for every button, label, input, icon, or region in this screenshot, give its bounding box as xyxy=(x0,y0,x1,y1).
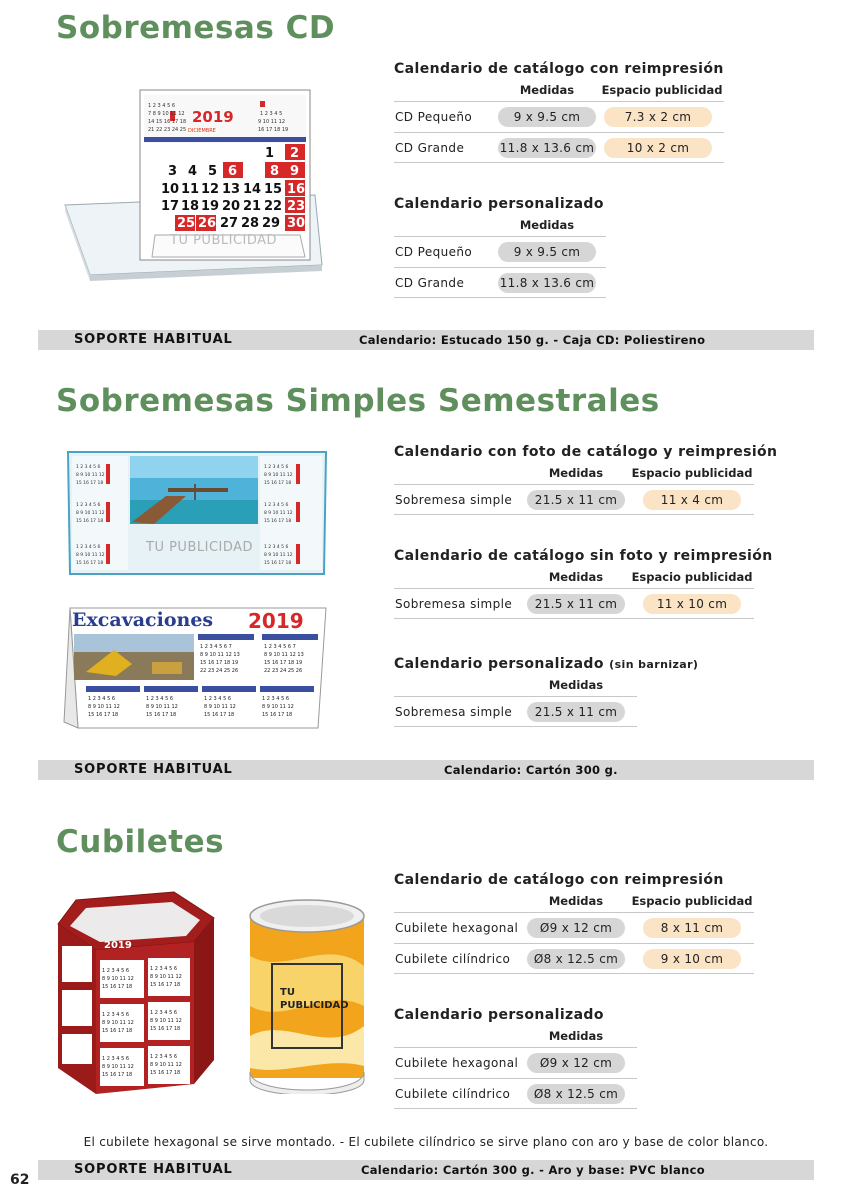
row-label: CD Pequeño xyxy=(395,245,473,259)
section-title-cd: Sobremesas CD xyxy=(56,10,336,46)
table-row xyxy=(394,267,606,298)
svg-text:9: 9 xyxy=(290,164,300,179)
svg-text:1 2 3 4 5 6: 1 2 3 4 5 6 xyxy=(262,696,290,702)
svg-text:16: 16 xyxy=(287,182,306,197)
measure-pill: 11.8 x 13.6 cm xyxy=(498,273,596,293)
row-label: Cubilete cilíndrico xyxy=(395,1087,511,1101)
svg-text:18: 18 xyxy=(181,199,200,214)
svg-text:8 9 10 11 12: 8 9 10 11 12 xyxy=(102,1020,134,1026)
svg-text:22 23 24 25 26: 22 23 24 25 26 xyxy=(264,668,303,674)
svg-text:16 17 18 19: 16 17 18 19 xyxy=(258,127,289,133)
svg-text:4: 4 xyxy=(188,164,198,179)
brand-text: Excavaciones xyxy=(72,609,214,631)
svg-text:15 16 17 18: 15 16 17 18 xyxy=(146,712,177,718)
col-header-space: Espacio publicidad xyxy=(631,466,753,480)
simples-nophoto-block xyxy=(394,548,773,619)
cd-custom-block xyxy=(394,196,606,298)
row-label: Cubilete hexagonal xyxy=(395,921,519,935)
svg-text:21: 21 xyxy=(243,199,262,214)
svg-text:2: 2 xyxy=(290,146,300,161)
row-label: CD Grande xyxy=(395,141,465,155)
svg-text:15 16 17 18: 15 16 17 18 xyxy=(264,481,292,486)
hexagonal-cup-graphic xyxy=(54,888,219,1100)
support-detail: Calendario: Cartón 300 g. - Aro y base: PVC blanco xyxy=(361,1163,705,1177)
svg-text:5: 5 xyxy=(208,164,218,179)
cubilete-year-label: 2019 xyxy=(104,940,132,951)
measure-pill: 21.5 x 11 cm xyxy=(527,490,625,510)
cubiletes-custom-block xyxy=(394,1007,637,1109)
row-label: Sobremesa simple xyxy=(395,597,513,611)
svg-text:8 9 10 11 12: 8 9 10 11 12 xyxy=(102,1064,134,1070)
svg-text:12: 12 xyxy=(201,182,220,197)
measure-pill: 11.8 x 13.6 cm xyxy=(498,138,596,158)
support-bar-cubiletes xyxy=(38,1160,814,1180)
space-pill: 10 x 2 cm xyxy=(604,138,712,158)
measure-pill: Ø9 x 12 cm xyxy=(527,918,625,938)
cd-catalog-title: Calendario de catálogo con reimpresión xyxy=(394,61,724,77)
page-number: 62 xyxy=(10,1172,30,1188)
svg-text:1 2 3 4 5 6: 1 2 3 4 5 6 xyxy=(76,465,101,470)
col-header-measure: Medidas xyxy=(519,218,575,232)
svg-text:8 9 10 11 12: 8 9 10 11 12 xyxy=(76,511,105,516)
support-bar-simples xyxy=(38,760,814,780)
space-pill: 7.3 x 2 cm xyxy=(604,107,712,127)
col-header-space: Espacio publicidad xyxy=(631,570,753,584)
svg-text:9 10 11 12: 9 10 11 12 xyxy=(258,119,286,125)
table-row xyxy=(394,1047,637,1078)
svg-text:22: 22 xyxy=(264,199,283,214)
svg-text:8 9 10 11 12: 8 9 10 11 12 xyxy=(262,704,294,710)
section-title-cubiletes: Cubiletes xyxy=(56,824,225,860)
col-header-measure: Medidas xyxy=(519,83,575,97)
row-label: CD Pequeño xyxy=(395,110,473,124)
hexagonal-cup-illustration xyxy=(54,888,219,1100)
svg-text:15 16 17 18: 15 16 17 18 xyxy=(150,1026,181,1032)
table-row xyxy=(394,484,754,515)
row-label: Sobremesa simple xyxy=(395,493,513,507)
cd-custom-title: Calendario personalizado xyxy=(394,196,604,212)
col-header-space: Espacio publicidad xyxy=(631,894,753,908)
svg-text:8: 8 xyxy=(270,164,280,179)
svg-text:15 16 17 18: 15 16 17 18 xyxy=(76,561,104,566)
svg-text:1 2 3 4 5 6: 1 2 3 4 5 6 xyxy=(264,465,289,470)
svg-text:29: 29 xyxy=(262,216,281,231)
photo-desk-calendar-illustration xyxy=(56,448,332,580)
section-title-simples: Sobremesas Simples Semestrales xyxy=(56,383,660,419)
col-header-measure: Medidas xyxy=(548,678,604,692)
support-detail: Calendario: Cartón 300 g. xyxy=(444,763,618,777)
svg-text:15 16 17 18: 15 16 17 18 xyxy=(102,1072,133,1078)
simples-custom-title-note: (sin barnizar) xyxy=(609,658,699,671)
svg-text:19: 19 xyxy=(201,199,220,214)
cubilete-ad-text xyxy=(280,986,349,1012)
svg-text:6: 6 xyxy=(228,164,238,179)
cd-ad-text: TU PUBLICIDAD xyxy=(170,233,278,248)
measure-pill: Ø9 x 12 cm xyxy=(527,1053,625,1073)
table-row xyxy=(394,588,754,619)
svg-text:28: 28 xyxy=(241,216,260,231)
svg-text:1 2 3 4 5 6: 1 2 3 4 5 6 xyxy=(148,103,176,109)
svg-text:8 9 10 11 12: 8 9 10 11 12 xyxy=(76,553,105,558)
svg-text:8 9 10 11 12: 8 9 10 11 12 xyxy=(76,473,105,478)
simples-custom-block xyxy=(394,656,699,727)
svg-text:1 2 3 4 5 6: 1 2 3 4 5 6 xyxy=(88,696,116,702)
svg-text:21 22 23 24 25: 21 22 23 24 25 xyxy=(148,127,187,133)
cd-catalog-block xyxy=(394,61,724,163)
col-header-measure: Medidas xyxy=(548,1029,604,1043)
svg-text:8 9 10 11 12: 8 9 10 11 12 xyxy=(150,1062,182,1068)
table-row xyxy=(394,101,724,132)
support-label: SOPORTE HABITUAL xyxy=(74,762,233,777)
cd-year-label: 2019 xyxy=(192,108,234,126)
svg-text:8 9 10 11 12: 8 9 10 11 12 xyxy=(264,511,293,516)
svg-text:15 16 17 18 19: 15 16 17 18 19 xyxy=(200,660,239,666)
svg-text:1 2 3 4 5 6: 1 2 3 4 5 6 xyxy=(264,545,289,550)
support-detail: Calendario: Estucado 150 g. - Caja CD: Poliestireno xyxy=(359,333,706,347)
svg-text:15 16 17 18: 15 16 17 18 xyxy=(150,982,181,988)
row-label: CD Grande xyxy=(395,276,465,290)
col-header-space: Espacio publicidad xyxy=(601,83,723,97)
support-label: SOPORTE HABITUAL xyxy=(74,332,233,347)
simples-ad-text: TU PUBLICIDAD xyxy=(146,540,254,555)
support-label: SOPORTE HABITUAL xyxy=(74,1162,233,1177)
svg-text:15 16 17 18: 15 16 17 18 xyxy=(102,984,133,990)
svg-text:8 9 10 11 12: 8 9 10 11 12 xyxy=(150,974,182,980)
space-pill: 11 x 4 cm xyxy=(643,490,741,510)
simples-photo-block xyxy=(394,444,778,515)
svg-text:1 2 3 4 5 6: 1 2 3 4 5 6 xyxy=(150,1010,178,1016)
col-header-measure: Medidas xyxy=(548,466,604,480)
space-pill: 11 x 10 cm xyxy=(643,594,741,614)
svg-text:11: 11 xyxy=(181,182,200,197)
svg-text:1 2 3 4 5: 1 2 3 4 5 xyxy=(260,111,283,117)
svg-text:14: 14 xyxy=(243,182,262,197)
table-row xyxy=(394,912,754,943)
row-label: Cubilete cilíndrico xyxy=(395,952,511,966)
svg-text:1: 1 xyxy=(265,146,275,161)
row-label: Cubilete hexagonal xyxy=(395,1056,519,1070)
row-label: Sobremesa simple xyxy=(395,705,513,719)
svg-text:8 9 10 11 12 13: 8 9 10 11 12 13 xyxy=(200,652,240,658)
photo-calendar-graphic xyxy=(56,448,332,580)
svg-text:15 16 17 18: 15 16 17 18 xyxy=(76,519,104,524)
svg-text:23: 23 xyxy=(287,199,306,214)
svg-text:1 2 3 4 5 6: 1 2 3 4 5 6 xyxy=(264,503,289,508)
svg-text:1 2 3 4 5 6: 1 2 3 4 5 6 xyxy=(102,968,130,974)
cubilete-ad-text-line1: TU xyxy=(280,987,295,998)
cubiletes-catalog-block xyxy=(394,872,754,974)
svg-text:1 2 3 4 5 6: 1 2 3 4 5 6 xyxy=(150,966,178,972)
svg-text:1 2 3 4 5 6: 1 2 3 4 5 6 xyxy=(102,1056,130,1062)
measure-pill: 9 x 9.5 cm xyxy=(498,242,596,262)
table-row xyxy=(394,943,754,974)
svg-text:15 16 17 18: 15 16 17 18 xyxy=(88,712,119,718)
svg-text:1 2 3 4 5 6: 1 2 3 4 5 6 xyxy=(76,503,101,508)
measure-pill: Ø8 x 12.5 cm xyxy=(527,949,625,969)
svg-text:15 16 17 18: 15 16 17 18 xyxy=(264,561,292,566)
table-row xyxy=(394,236,606,267)
cubiletes-note: El cubilete hexagonal se sirve montado. - El cubilete cilíndrico se sirve plano con aro y base de color blanco. xyxy=(83,1135,769,1149)
svg-text:1 2 3 4 5 6 7: 1 2 3 4 5 6 7 xyxy=(200,644,232,650)
svg-text:15 16 17 18: 15 16 17 18 xyxy=(150,1070,181,1076)
svg-text:14 15 16 17 18: 14 15 16 17 18 xyxy=(148,119,187,125)
svg-text:8 9 10 11 12: 8 9 10 11 12 xyxy=(150,1018,182,1024)
simples-custom-title xyxy=(394,656,699,672)
svg-text:1 2 3 4 5 6: 1 2 3 4 5 6 xyxy=(76,545,101,550)
svg-text:8 9 10 11 12: 8 9 10 11 12 xyxy=(88,704,120,710)
svg-text:15 16 17 18: 15 16 17 18 xyxy=(262,712,293,718)
svg-text:8 9 10 11 12: 8 9 10 11 12 xyxy=(146,704,178,710)
cylindrical-cup-illustration xyxy=(246,896,368,1094)
svg-text:17: 17 xyxy=(161,199,180,214)
col-header-measure: Medidas xyxy=(548,894,604,908)
svg-text:25: 25 xyxy=(177,216,196,231)
cubiletes-custom-title: Calendario personalizado xyxy=(394,1007,604,1023)
cubiletes-catalog-title: Calendario de catálogo con reimpresión xyxy=(394,872,724,888)
measure-pill: 9 x 9.5 cm xyxy=(498,107,596,127)
measure-pill: 21.5 x 11 cm xyxy=(527,702,625,722)
support-bar-cd xyxy=(38,330,814,350)
svg-text:15 16 17 18 19: 15 16 17 18 19 xyxy=(264,660,303,666)
table-row xyxy=(394,132,724,163)
measure-pill: Ø8 x 12.5 cm xyxy=(527,1084,625,1104)
svg-text:15 16 17 18: 15 16 17 18 xyxy=(76,481,104,486)
svg-text:8 9 10 11 12: 8 9 10 11 12 xyxy=(102,976,134,982)
svg-text:20: 20 xyxy=(222,199,241,214)
svg-text:30: 30 xyxy=(287,216,306,231)
svg-text:8 9 10 11 12: 8 9 10 11 12 xyxy=(204,704,236,710)
svg-text:1 2 3 4 5 6 7: 1 2 3 4 5 6 7 xyxy=(264,644,296,650)
simples-custom-title-main: Calendario personalizado xyxy=(394,656,604,672)
svg-text:3: 3 xyxy=(168,164,178,179)
svg-text:8 9 10 11 12: 8 9 10 11 12 xyxy=(264,473,293,478)
svg-text:15: 15 xyxy=(264,182,283,197)
svg-text:8 9 10 11 12: 8 9 10 11 12 xyxy=(264,553,293,558)
svg-text:15 16 17 18: 15 16 17 18 xyxy=(102,1028,133,1034)
measure-pill: 21.5 x 11 cm xyxy=(527,594,625,614)
svg-text:7 8 9 10 11 12: 7 8 9 10 11 12 xyxy=(148,111,185,117)
svg-text:8 9 10 11 12 13: 8 9 10 11 12 13 xyxy=(264,652,304,658)
nophoto-desk-calendar-illustration xyxy=(56,602,332,732)
cd-calendar-illustration xyxy=(60,85,330,285)
svg-text:15 16 17 18: 15 16 17 18 xyxy=(204,712,235,718)
svg-text:15 16 17 18: 15 16 17 18 xyxy=(264,519,292,524)
table-row xyxy=(394,1078,637,1109)
svg-text:13: 13 xyxy=(222,182,241,197)
svg-text:26: 26 xyxy=(198,216,217,231)
simples-nophoto-title: Calendario de catálogo sin foto y reimpresión xyxy=(394,548,773,564)
simples-photo-title: Calendario con foto de catálogo y reimpresión xyxy=(394,444,778,460)
svg-text:27: 27 xyxy=(220,216,239,231)
table-row xyxy=(394,696,637,727)
svg-text:1 2 3 4 5 6: 1 2 3 4 5 6 xyxy=(150,1054,178,1060)
svg-text:1 2 3 4 5 6: 1 2 3 4 5 6 xyxy=(146,696,174,702)
cubilete-ad-text-line2: PUBLICIDAD xyxy=(280,1000,349,1011)
space-pill: 8 x 11 cm xyxy=(643,918,741,938)
space-pill: 9 x 10 cm xyxy=(643,949,741,969)
cd-month-label: DICIEMBRE xyxy=(188,128,216,134)
simples-year-label: 2019 xyxy=(248,609,304,633)
svg-text:1 2 3 4 5 6: 1 2 3 4 5 6 xyxy=(204,696,232,702)
col-header-measure: Medidas xyxy=(548,570,604,584)
svg-text:10: 10 xyxy=(161,182,180,197)
svg-text:22 23 24 25 26: 22 23 24 25 26 xyxy=(200,668,239,674)
svg-text:1 2 3 4 5 6: 1 2 3 4 5 6 xyxy=(102,1012,130,1018)
